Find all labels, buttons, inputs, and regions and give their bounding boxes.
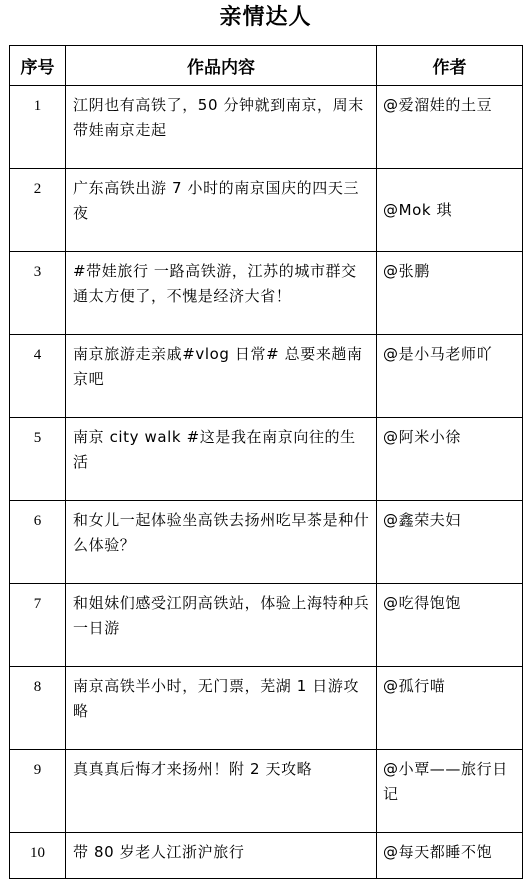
row-author: @是小马老师吖 — [377, 335, 523, 418]
row-content: 南京高铁半小时，无门票，芜湖 1 日游攻略 — [66, 667, 377, 750]
table-row — [10, 169, 523, 252]
table-row — [10, 750, 523, 833]
row-content: 和姐妹们感受江阴高铁站，体验上海特种兵一日游 — [66, 584, 377, 667]
table-row — [10, 833, 523, 879]
row-num: 1 — [10, 86, 66, 169]
row-author: @爱溜娃的土豆 — [377, 86, 523, 169]
row-content: 江阴也有高铁了，50 分钟就到南京，周末带娃南京走起 — [66, 86, 377, 169]
row-author: @小覃——旅行日记 — [377, 750, 523, 833]
header-num: 序号 — [10, 46, 66, 86]
row-content: 和女儿一起体验坐高铁去扬州吃早茶是种什么体验？ — [66, 501, 377, 584]
works-table — [9, 45, 523, 879]
row-author: @每天都睡不饱 — [377, 833, 523, 879]
table-row — [10, 584, 523, 667]
page-title: 亲情达人 — [219, 5, 312, 30]
table-row — [10, 335, 523, 418]
row-num: 4 — [10, 335, 66, 418]
row-num: 7 — [10, 584, 66, 667]
row-content: 带 80 岁老人江浙沪旅行 — [66, 833, 377, 879]
row-author: @孤行喵 — [377, 667, 523, 750]
row-author: @阿米小徐 — [377, 418, 523, 501]
row-author: @吃得饱饱 — [377, 584, 523, 667]
row-content: 南京 city walk #这是我在南京向往的生活 — [66, 418, 377, 501]
row-num: 6 — [10, 501, 66, 584]
table-row — [10, 501, 523, 584]
table-row — [10, 86, 523, 169]
row-content: 南京旅游走亲戚#vlog 日常# 总要来趟南京吧 — [66, 335, 377, 418]
table-row — [10, 667, 523, 750]
row-content: 真真真后悔才来扬州！附 2 天攻略 — [66, 750, 377, 833]
row-num: 8 — [10, 667, 66, 750]
row-num: 10 — [10, 833, 66, 879]
row-author: @张鹏 — [377, 252, 523, 335]
table-header-row — [10, 46, 523, 86]
row-num: 5 — [10, 418, 66, 501]
row-author: @鑫荣夫妇 — [377, 501, 523, 584]
row-content: 广东高铁出游 7 小时的南京国庆的四天三夜 — [66, 169, 377, 252]
row-content: #带娃旅行 一路高铁游，江苏的城市群交通太方便了，不愧是经济大省！ — [66, 252, 377, 335]
row-num: 3 — [10, 252, 66, 335]
table-row — [10, 418, 523, 501]
row-author: @Mok 琪 — [377, 169, 523, 252]
header-content: 作品内容 — [66, 46, 377, 86]
row-num: 9 — [10, 750, 66, 833]
table-row — [10, 252, 523, 335]
header-author: 作者 — [377, 46, 523, 86]
row-num: 2 — [10, 169, 66, 252]
